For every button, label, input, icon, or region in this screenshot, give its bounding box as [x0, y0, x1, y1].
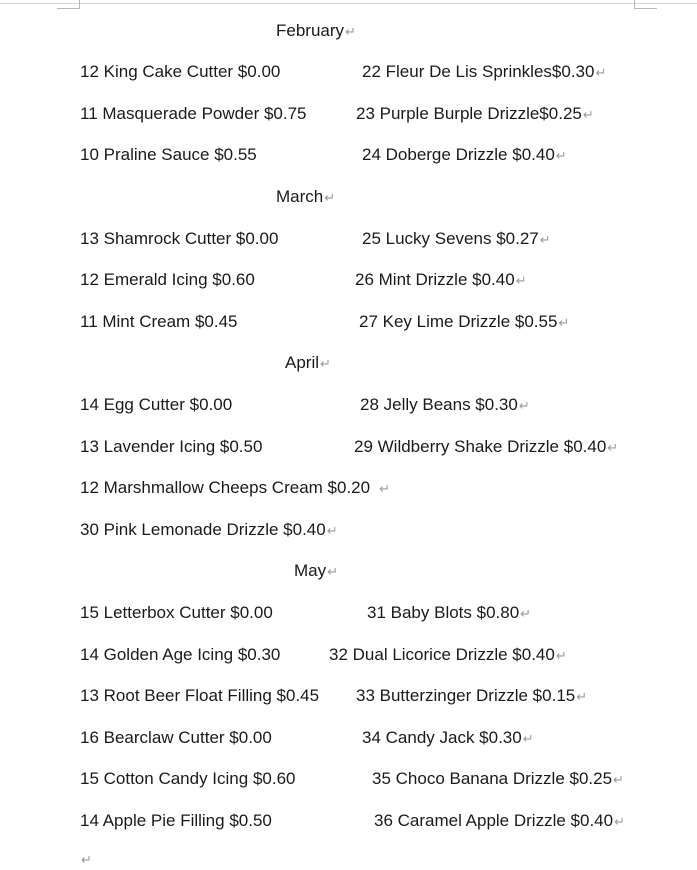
item-right: 23 Purple Burple Drizzle$0.25↵ [356, 104, 594, 123]
item-right: 31 Baby Blots $0.80↵ [367, 603, 532, 622]
paragraph-mark-icon: ↵ [379, 481, 390, 496]
item-left: 14 Golden Age Icing $0.30 [80, 645, 281, 664]
paragraph-mark-icon: ↵ [613, 772, 624, 787]
right-margin-corner-mark [634, 0, 657, 9]
item-right: 26 Mint Drizzle $0.40↵ [355, 270, 527, 289]
paragraph-mark-icon: ↵ [607, 440, 619, 455]
item-right: 36 Caramel Apple Drizzle $0.40↵ [374, 811, 625, 830]
item-left: 14 Apple Pie Filling $0.50 [80, 811, 272, 830]
item-left: 15 Cotton Candy Icing $0.60 [80, 769, 296, 788]
paragraph-mark-icon: ↵ [555, 148, 567, 163]
left-margin-corner-mark [57, 0, 80, 9]
paragraph-mark-icon: ↵ [320, 356, 331, 371]
paragraph-mark-icon: ↵ [555, 648, 567, 663]
month-heading-march: March↵ [276, 187, 336, 206]
paragraph-mark-icon: ↵ [522, 731, 534, 746]
item-right: 28 Jelly Beans $0.30↵ [360, 395, 530, 414]
item-right: 29 Wildberry Shake Drizzle $0.40↵ [354, 437, 619, 456]
month-heading-february: February↵ [276, 21, 356, 40]
paragraph-mark-icon: ↵ [582, 107, 594, 122]
paragraph-mark-icon: ↵ [520, 606, 532, 621]
paragraph-mark-icon: ↵ [327, 564, 339, 579]
item-left: 12 Emerald Icing $0.60 [80, 270, 255, 289]
item-right: 24 Doberge Drizzle $0.40↵ [362, 145, 567, 164]
paragraph-mark-icon: ↵ [515, 273, 527, 288]
item-left: 12 King Cake Cutter $0.00 [80, 62, 281, 81]
paragraph-mark-icon: ↵ [81, 852, 92, 867]
month-heading-may: May↵ [294, 561, 339, 580]
page-top-edge [0, 3, 697, 4]
item-left: 13 Lavender Icing $0.50 [80, 437, 263, 456]
item-right: 33 Butterzinger Drizzle $0.15↵ [356, 686, 588, 705]
item-left: 11 Masquerade Powder $0.75 [80, 104, 307, 123]
empty-paragraph [80, 849, 92, 870]
item-left: 11 Mint Cream $0.45 [80, 312, 238, 331]
paragraph-mark-icon: ↵ [595, 65, 607, 80]
item-right: 34 Candy Jack $0.30↵ [362, 728, 534, 747]
item-left: 15 Letterbox Cutter $0.00 [80, 603, 273, 622]
item-right: 35 Choco Banana Drizzle $0.25↵ [372, 769, 624, 788]
month-heading-april: April↵ [285, 353, 331, 372]
item-left: 13 Shamrock Cutter $0.00 [80, 229, 279, 248]
paragraph-mark-icon: ↵ [576, 689, 588, 704]
paragraph-mark-icon: ↵ [614, 814, 625, 829]
paragraph-mark-icon: ↵ [518, 398, 530, 413]
paragraph-mark-icon: ↵ [324, 190, 336, 205]
item-right: 25 Lucky Sevens $0.27↵ [362, 229, 551, 248]
item-left: 16 Bearclaw Cutter $0.00 [80, 728, 272, 747]
paragraph-mark-icon: ↵ [558, 315, 570, 330]
item-full: 12 Marshmallow Cheeps Cream $0.20 ↵ [80, 478, 390, 497]
item-right: 22 Fleur De Lis Sprinkles$0.30↵ [362, 62, 607, 81]
item-right: 32 Dual Licorice Drizzle $0.40↵ [329, 645, 567, 664]
item-left: 14 Egg Cutter $0.00 [80, 395, 233, 414]
item-right: 27 Key Lime Drizzle $0.55↵ [359, 312, 570, 331]
item-left: 10 Praline Sauce $0.55 [80, 145, 257, 164]
item-full: 30 Pink Lemonade Drizzle $0.40↵ [80, 520, 338, 539]
paragraph-mark-icon: ↵ [345, 24, 356, 39]
item-left: 13 Root Beer Float Filling $0.45 [80, 686, 320, 705]
paragraph-mark-icon: ↵ [539, 232, 551, 247]
paragraph-mark-icon: ↵ [326, 523, 338, 538]
